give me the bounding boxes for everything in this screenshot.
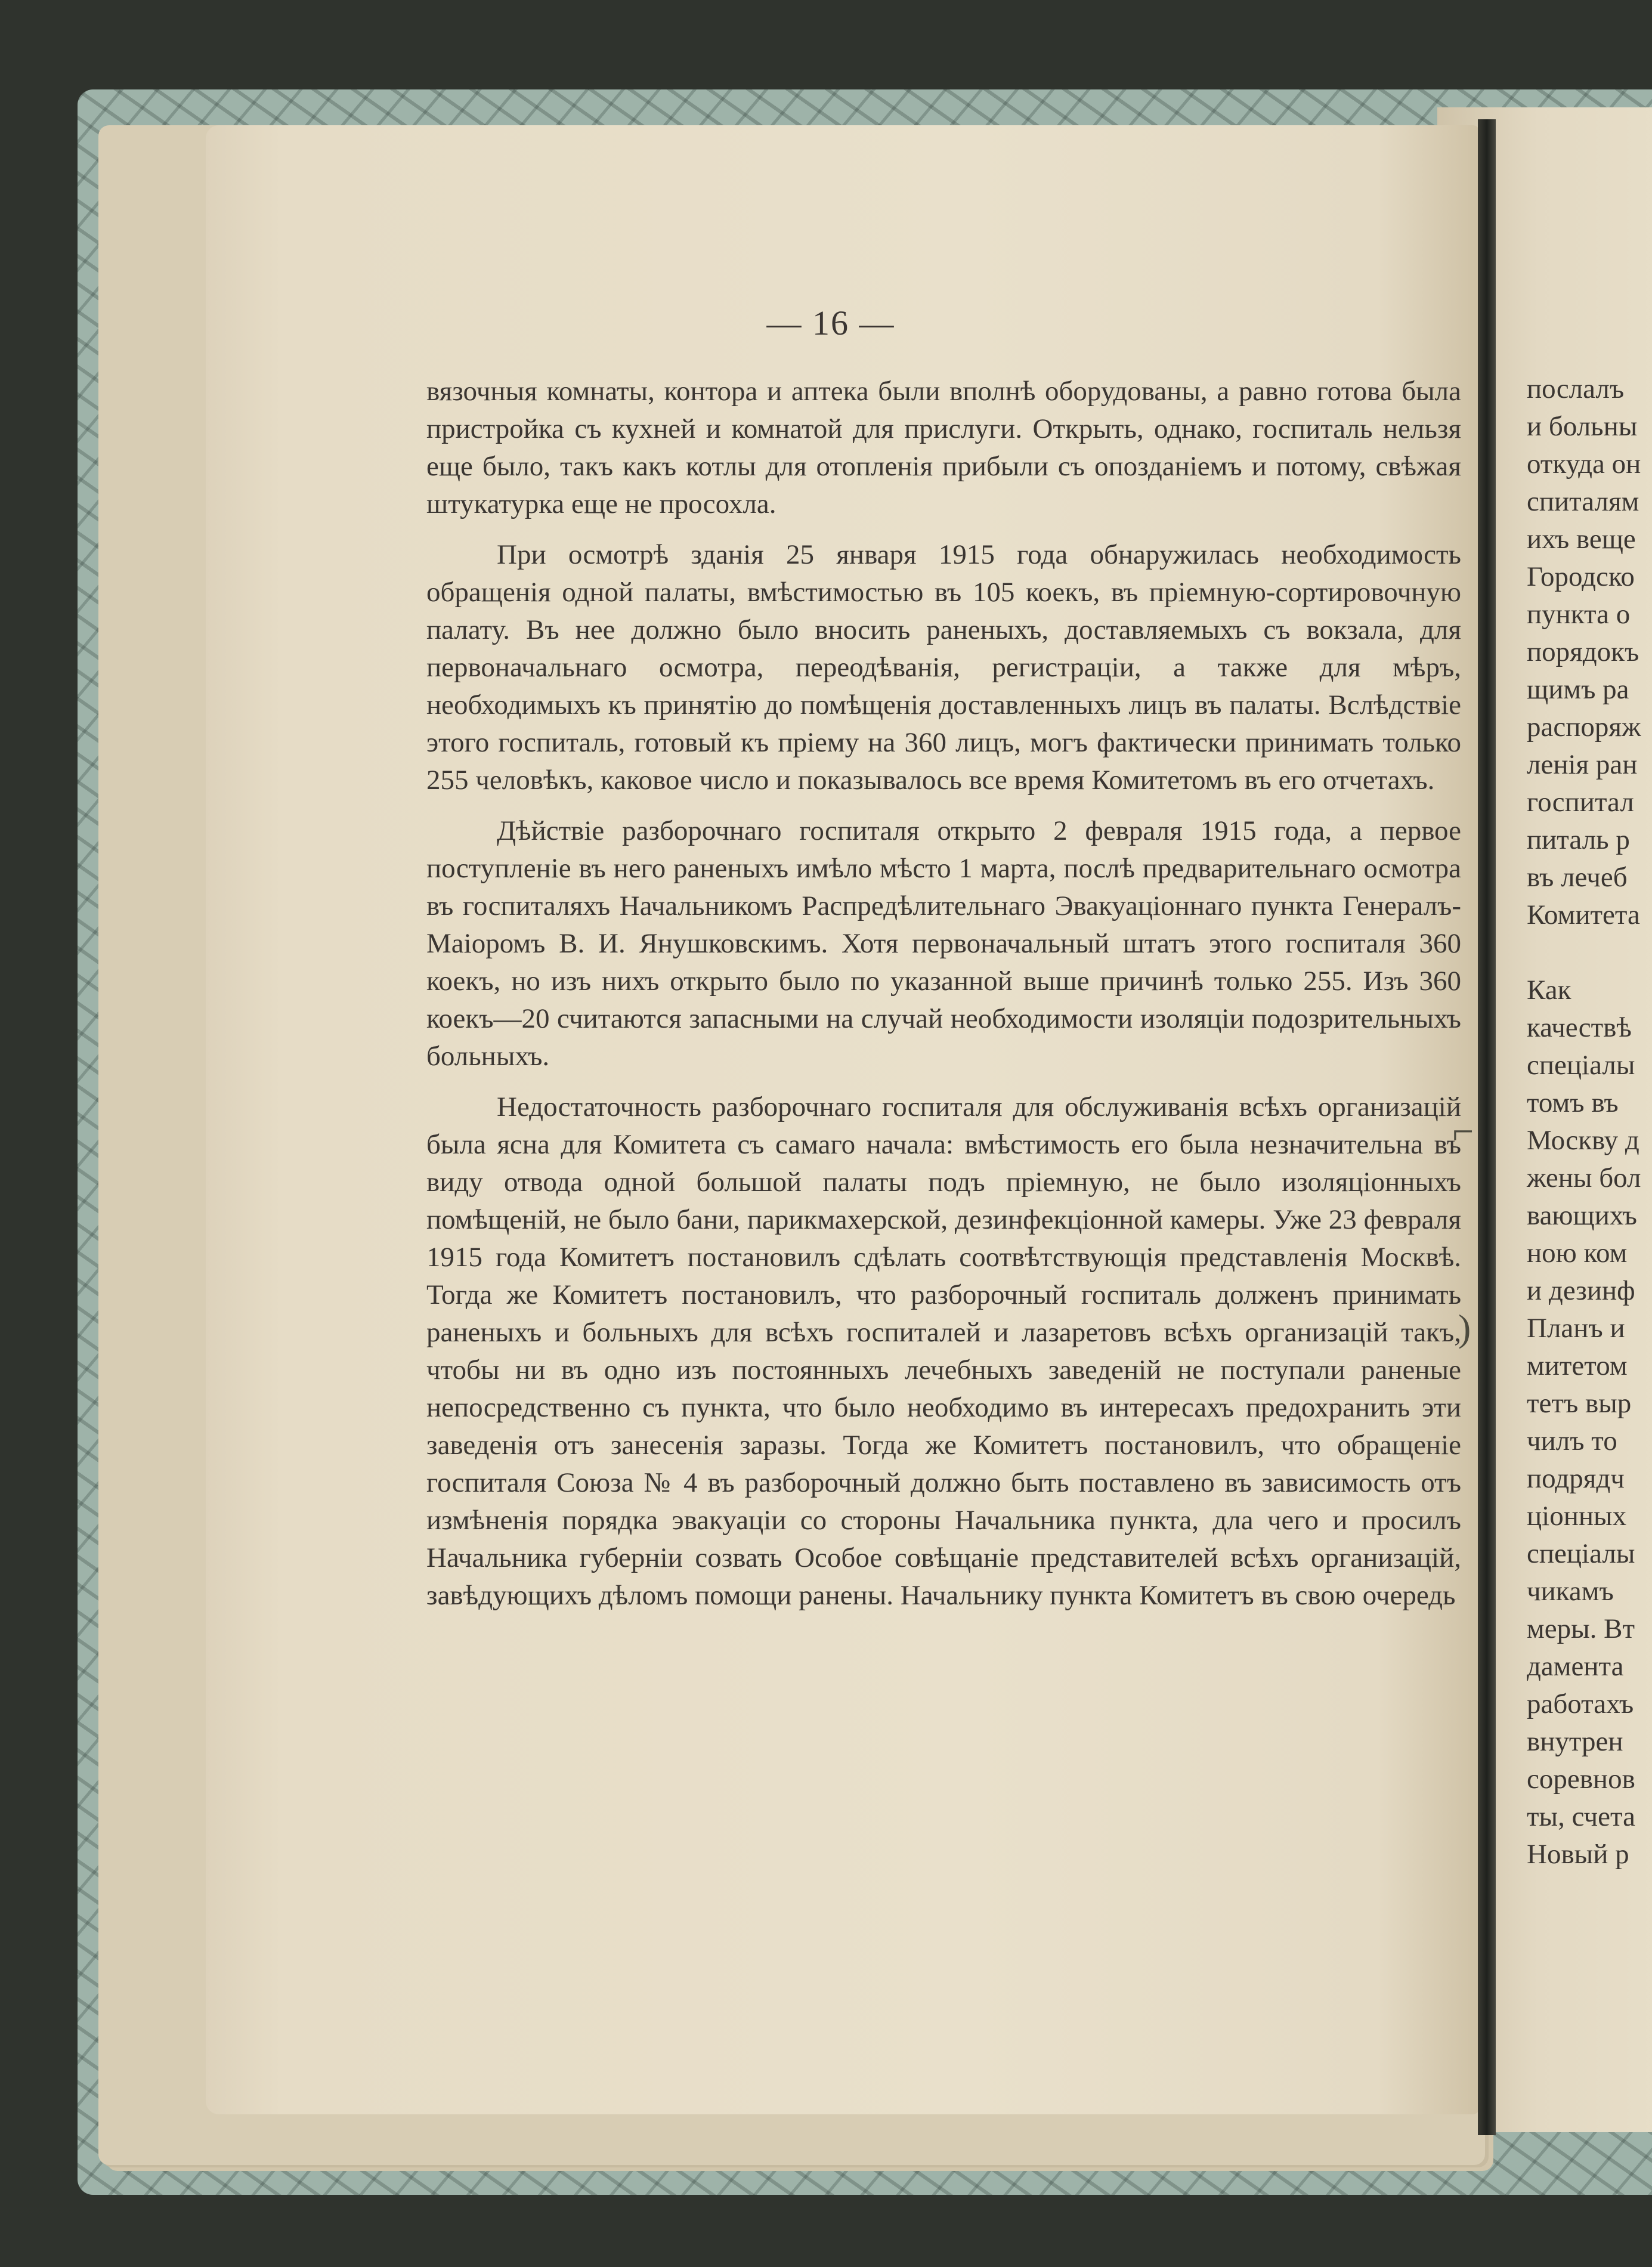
next-page-line: жены бол <box>1527 1162 1641 1193</box>
next-page-line: порядокъ <box>1527 636 1639 667</box>
next-page-line: меры. Вт <box>1527 1613 1635 1644</box>
next-page-line: тетъ выр <box>1527 1388 1632 1419</box>
next-page-line: послалъ <box>1527 373 1625 404</box>
next-page-line: госпитал <box>1527 787 1634 818</box>
page-body <box>426 373 1461 1628</box>
paragraph-3: Дѣйствіе разборочнаго госпиталя открыто 2 февраля 1915 года, а первое поступленіе въ него раненыхъ имѣло мѣсто 1 марта, послѣ предварительнаго осмотра въ госпиталяхъ Начальникомъ Распредѣлительнаго Эвакуаціоннаго пункта Генералъ-Маіоромъ В. И. Янушковскимъ. Хотя первоначальный штатъ этого госпиталя 360 коекъ, но изъ нихъ открыто было по указанной выше причинѣ только 255. Изъ 360 коекъ—20 считаются запасными на случай необходимости изоляціи подозрительныхъ больныхъ. <box>426 815 1461 1072</box>
next-page-line: Планъ и <box>1527 1313 1625 1344</box>
next-page-line: работахъ <box>1527 1688 1634 1719</box>
next-page-line: спеціалы <box>1527 1538 1635 1569</box>
next-page-line: откуда он <box>1527 449 1641 480</box>
next-page-line: томъ въ <box>1527 1087 1619 1118</box>
paragraph-4: Недостаточность разборочнаго госпиталя для обслуживанія всѣхъ организацій была ясна для Комитета съ самаго начала: вмѣстимость его была незначительна въ виду отвода одной большой палаты подъ пріемную, не было изоляціонныхъ помѣщеній, не было бани, парикмахерской, дезинфекціонной камеры. Уже 23 февраля 1915 года Комитетъ постановилъ сдѣлать соотвѣтствующія представленія Москвѣ. Тогда же Комитетъ постановилъ, что разборочный госпиталь долженъ принимать раненыхъ и больныхъ для всѣхъ госпиталей и лазаретовъ всѣхъ организацій такъ, чтобы ни въ одно изъ постоянныхъ лечебныхъ заведеній не поступали раненые непосредственно съ пункта, что было необходимо въ интересахъ предохранить эти заведенія отъ занесенія заразы. Тогда же Комитетъ постановилъ, что обращеніе госпиталя Союза № 4 въ разборочный должно быть поставлено въ зависимость отъ измѣненія порядка эвакуаціи со стороны Начальника пункта, дла чего и просилъ Начальника губерніи созвать Особое совѣщаніе представителей всѣхъ организацій, завѣдующихъ дѣломъ помощи ранены. Начальнику пункта Комитетъ въ свою очередь <box>426 1091 1461 1611</box>
next-page-line: Городско <box>1527 561 1635 592</box>
next-page-line: митетом <box>1527 1350 1628 1381</box>
next-page-line: спиталям <box>1527 486 1639 517</box>
next-page-line: Как <box>1527 975 1571 1006</box>
next-page-line: соревнов <box>1527 1764 1635 1795</box>
next-page-line: внутрен <box>1527 1726 1623 1757</box>
next-page-line: Москву д <box>1527 1125 1639 1156</box>
next-page-line: въ лечеб <box>1527 862 1628 893</box>
next-page-line: ною ком <box>1527 1238 1628 1269</box>
next-page-line: вающихъ <box>1527 1200 1637 1231</box>
next-page-line: спеціалы <box>1527 1050 1635 1081</box>
paragraph-2: При осмотрѣ зданія 25 января 1915 года обнаружилась необходимость обращенія одной палаты, вмѣстимостью въ 105 коекъ, въ пріемную-сортировочную палату. Въ нее должно было вносить раненыхъ, доставляемыхъ съ вокзала, для первоначальнаго осмотра, переодѣванія, регистраціи, а также для мѣръ, необходимыхъ къ принятію до помѣщенія доставленныхъ лицъ въ палаты. Вслѣдствіе этого госпиталь, готовый къ пріему на 360 лицъ, могъ фактически принимать только 255 человѣкъ, каковое число и показывалось все время Комитетомъ въ его отчетахъ. <box>426 539 1461 796</box>
paragraph-1: вязочныя комнаты, контора и аптека были вполнѣ оборудованы, а равно готова была пристройка съ кухней и комнатой для прислуги. Открыть, однако, госпиталь нельзя еще было, такъ какъ котлы для отопленія прибыли съ опозданіемъ и потому, свѣжая штукатурка еще не просохла. <box>426 376 1461 519</box>
next-page-line: распоряж <box>1527 712 1641 743</box>
next-page-line: щимъ ра <box>1527 674 1629 705</box>
next-page-line: подрядч <box>1527 1463 1625 1494</box>
next-page-line: чилъ то <box>1527 1425 1617 1456</box>
next-page-line: дамента <box>1527 1651 1624 1682</box>
next-page-line: качествѣ <box>1527 1012 1632 1043</box>
next-page-line: ты, счета <box>1527 1801 1636 1832</box>
next-page-line: ціонных <box>1527 1501 1627 1532</box>
next-page-line: пункта о <box>1527 599 1631 630</box>
page-number: — 16 — <box>766 304 895 342</box>
book-gutter <box>1478 119 1496 2135</box>
next-page-line: ленія ран <box>1527 749 1638 780</box>
next-page-line: Комитета <box>1527 899 1640 930</box>
next-page-line: Новый р <box>1527 1839 1629 1870</box>
margin-pencil-mark: ⌐ <box>1452 1110 1474 1152</box>
next-page-line: питаль р <box>1527 824 1630 855</box>
next-page-line: ихъ веще <box>1527 524 1636 555</box>
next-page-line: чикамъ <box>1527 1576 1614 1607</box>
next-page-line: и дезинф <box>1527 1275 1635 1306</box>
next-page-line: и больны <box>1527 411 1638 442</box>
margin-bracket-mark: ) <box>1458 1307 1471 1349</box>
